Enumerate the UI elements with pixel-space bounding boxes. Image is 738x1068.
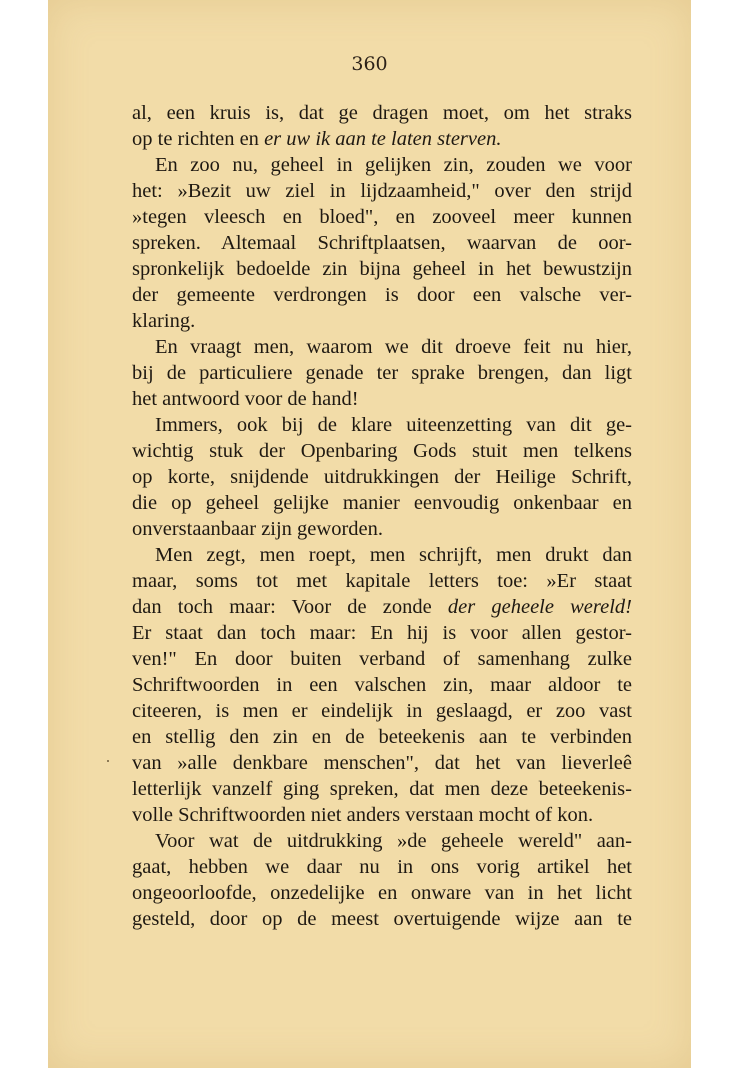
text-line-content: en stellig den zin en de beteekenis aan te verbinden [132,726,632,748]
text-line-content: »tegen vleesch en bloed", en zooveel meer kunnen [132,206,632,228]
text-line [132,412,632,438]
text-line-content: Er staat dan toch maar: En hij is voor allen gestor- [132,622,632,644]
text-line [132,646,632,672]
text-line [132,178,632,204]
body-text [132,100,632,932]
text-line-content: En zoo nu, geheel in gelijken zin, zouden we voor [155,154,632,176]
text-line [132,698,632,724]
text-line-content: al, een kruis is, dat ge dragen moet, om het straks [132,102,632,124]
text-line [132,880,632,906]
text-line [132,334,632,360]
text-line-italic: der geheele wereld! [447,596,632,618]
text-line-content: gesteld, door op de meest overtuigende wijze aan te [132,908,632,930]
text-line [132,568,632,594]
text-line-content: ongeoorloofde, onzedelijke en onware van in het licht [132,882,632,904]
text-line-content: die op geheel gelijke manier eenvoudig onkenbaar en [132,492,632,514]
book-page [48,0,691,1068]
text-line-content: Voor wat de uitdrukking »de geheele wereld" aan- [155,830,632,852]
text-line-content: volle Schriftwoorden niet anders verstaan mocht of kon. [132,804,594,826]
text-line [132,256,632,282]
text-line [132,386,632,412]
text-line-content: Men zegt, men roept, men schrijft, men drukt dan [155,544,632,566]
text-line-content: spreken. Altemaal Schriftplaatsen, waarvan de oor- [132,232,632,254]
text-line-content: citeeren, is men er eindelijk in geslaagd, er zoo vast [132,700,632,722]
text-line [132,750,632,776]
text-line [132,360,632,386]
text-line [132,438,632,464]
text-line [132,828,632,854]
text-line [132,308,632,334]
text-line-content: En vraagt men, waarom we dit droeve feit nu hier, [155,336,632,358]
text-line [132,100,632,126]
text-line [132,724,632,750]
text-line-content: bij de particuliere genade ter sprake brengen, dan ligt [132,362,632,384]
text-line [132,802,632,828]
text-line-italic: er uw ik aan te laten sterven. [264,128,502,150]
text-line-content: gaat, hebben we daar nu in ons vorig artikel het [132,856,632,878]
text-line [132,126,632,152]
text-line [132,230,632,256]
text-line-content: het antwoord voor de hand! [132,388,359,410]
page-number: 360 [351,53,388,75]
text-line-content: maar, soms tot met kapitale letters toe: »Er staat [132,570,632,592]
text-line-content: onverstaanbaar zijn geworden. [132,518,384,540]
text-line-content: letterlijk vanzelf ging spreken, dat men deze beteekenis- [132,778,632,800]
text-line-content: spronkelijk bedoelde zin bijna geheel in het bewustzijn [132,258,632,280]
paper-speck [107,760,109,762]
text-line-content: Immers, ook bij de klare uiteenzetting van dit ge- [155,414,632,436]
text-line [132,672,632,698]
text-line-content: ven!" En door buiten verband of samenhang zulke [132,648,632,670]
text-line-content: het: »Bezit uw ziel in lijdzaamheid," over den strijd [132,180,632,202]
text-line-content: wichtig stuk der Openbaring Gods stuit men telkens [132,440,632,462]
text-line [132,152,632,178]
text-line [132,490,632,516]
text-line [132,906,632,932]
text-line-content: op korte, snijdende uitdrukkingen der Heilige Schrift, [132,466,632,488]
text-line [132,282,632,308]
text-line [132,854,632,880]
text-line-content: dan toch maar: Voor de zonde [132,596,448,618]
text-line-content: klaring. [132,310,196,332]
text-line-content: van »alle denkbare menschen", dat het van lieverleê [132,752,632,774]
text-line-content: der gemeente verdrongen is door een valsche ver- [132,284,632,306]
text-line [132,620,632,646]
text-line [132,542,632,568]
text-line [132,594,632,620]
text-line-content: op te richten en [132,128,265,150]
text-line-content: Schriftwoorden in een valschen zin, maar aldoor te [132,674,632,696]
text-line [132,516,632,542]
text-line [132,464,632,490]
text-line [132,776,632,802]
text-line [132,204,632,230]
